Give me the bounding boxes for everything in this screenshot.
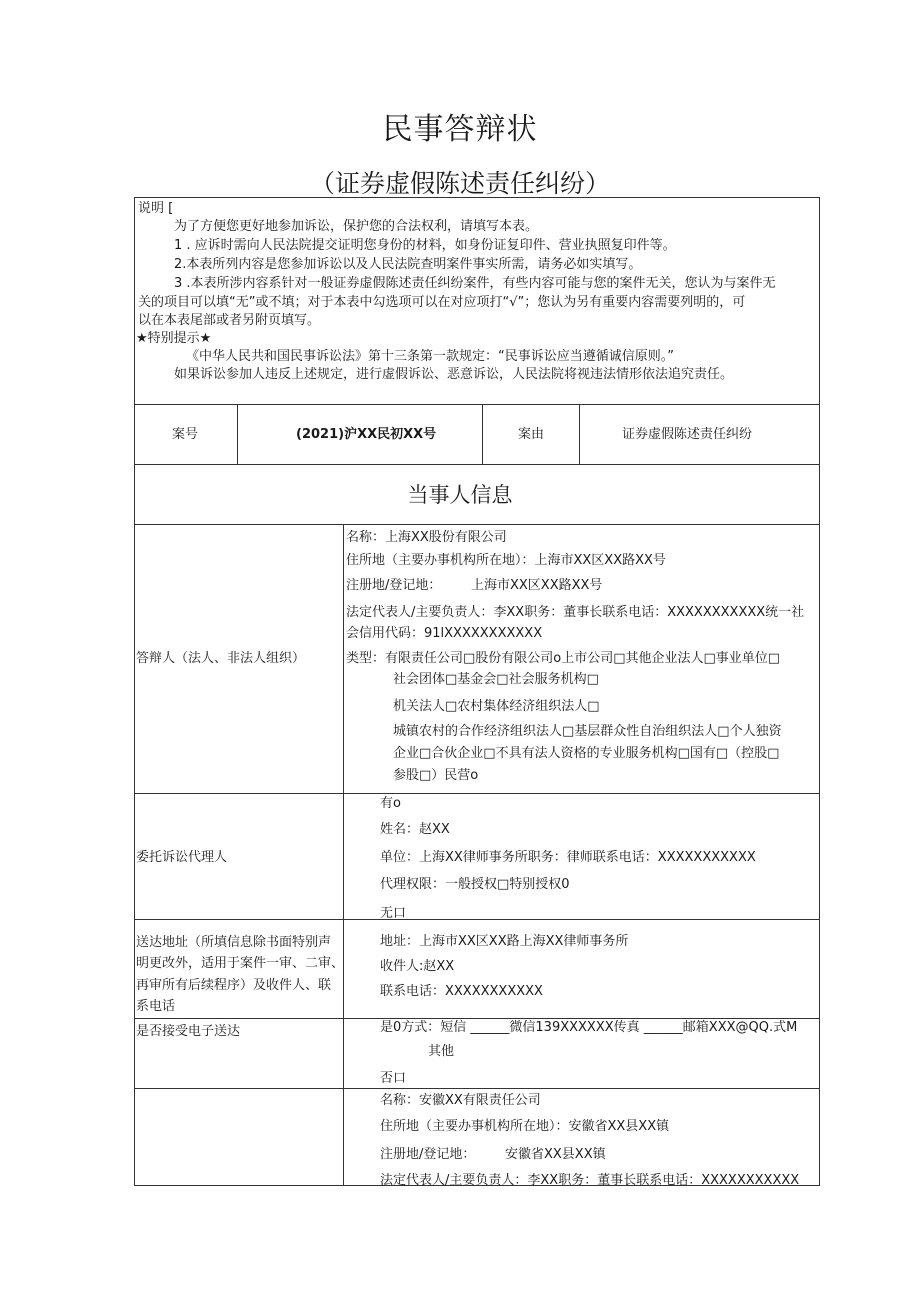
respondent-type: 企业□合伙企业□不具有法人资格的专业服务机构□国有□（控股□ — [393, 746, 780, 761]
special-notice-text: 《中华人民共和国民事诉讼法》第十三条第一款规定：“民事诉讼应当遵循诚信原则。” — [186, 349, 674, 364]
agent-has-option[interactable]: 有o — [380, 796, 401, 811]
case-cause-value: 证券虚假陈述责任纠纷 — [622, 427, 753, 442]
agent-label: 委托诉讼代理人 — [136, 850, 228, 865]
column-divider — [482, 404, 483, 464]
row-divider — [134, 793, 820, 794]
notes-paragraph: 1 . 应诉时需向人民法院提交证明您身份的材料，如身份证复印件、营业执照复印件等。 — [174, 238, 676, 253]
respondent-type: 类型：有限责任公司□股份有限公司o上市公司□其他企业法人□事业单位□ — [346, 651, 781, 666]
agent-none-option[interactable]: 无口 — [380, 906, 407, 921]
agent-authority: 代理权限：一般授权□特别授权0 — [380, 877, 570, 892]
second-party-registration-value: 安徽省XX县XX镇 — [505, 1147, 606, 1162]
notes-paragraph: 3 .本表所涉内容系针对一般证券虚假陈述责任纠纷案件，有些内容可能与您的案件无关，您认为与案件无 — [174, 276, 776, 291]
case-cause-label: 案由 — [518, 427, 545, 442]
special-notice-text: 如果诉讼参加人违反上述规定，进行虚假诉讼、恶意诉讼，人民法院将视违法情形依法追究责任。 — [174, 367, 734, 382]
special-notice-title: ★特别提示★ — [136, 331, 212, 346]
row-divider — [134, 1018, 820, 1019]
respondent-name: 名称：上海XX股份有限公司 — [346, 530, 507, 545]
service-label: 再审所有后续程序）及收件人、联 — [136, 978, 332, 993]
notes-paragraph: 2.本表所列内容是您参加诉讼以及人民法院查明案件事实所需，请务必如实填写。 — [174, 257, 642, 272]
respondent-legal-representative: 法定代表人/主要负责人：李XX职务：董事长联系电话：XXXXXXXXXXX统一社 — [346, 605, 805, 620]
respondent-registration-label: 注册地/登记地： — [346, 578, 442, 593]
second-party-legal-representative: 法定代表人/主要负责人：李XX职务：董事长联系电话：XXXXXXXXXXX — [380, 1173, 800, 1188]
respondent-label: 答辩人（法人、非法人组织） — [136, 651, 306, 666]
row-divider — [134, 464, 820, 465]
row-divider — [134, 919, 820, 920]
document-title: 民事答辩状 — [382, 112, 538, 147]
notes-paragraph: 关的项目可以填“无”或不填；对于本表中勾选项可以在对应项打“√”；您认为另有重要内容需要列明的，可 — [138, 295, 746, 310]
service-label: 系电话 — [136, 999, 176, 1014]
row-divider — [134, 524, 820, 525]
service-label: 送达地址（所填信息除书面特别声 — [136, 935, 332, 950]
service-recipient: 收件人:赵XX — [380, 959, 455, 974]
respondent-type: 城镇农村的合作经济组织法人□基层群众性自治组织法人□个人独资 — [393, 724, 782, 739]
electronic-service-label: 是否接受电子送达 — [136, 1024, 241, 1039]
second-party-address: 住所地（主要办事机构所在地）：安徽省XX县XX镇 — [380, 1119, 670, 1134]
service-label: 明更改外，适用于案件一审、二审、 — [136, 956, 345, 971]
column-divider — [343, 524, 344, 1186]
notes-paragraph: 为了方便您更好地参加诉讼，保护您的合法权利，请填写本表。 — [174, 219, 539, 234]
service-phone: 联系电话：XXXXXXXXXXX — [380, 984, 543, 999]
case-number-value: (2021)沪XX民初XX号 — [296, 427, 437, 442]
document-subtitle: （证券虚假陈述责任纠纷） — [309, 169, 610, 198]
respondent-type: 社会团体□基金会□社会服务机构□ — [393, 672, 599, 687]
case-number-label: 案号 — [172, 427, 199, 442]
respondent-registration-value: 上海市XX区XX路XX号 — [471, 578, 603, 593]
column-divider — [237, 404, 238, 464]
agent-name: 姓名：赵XX — [380, 822, 450, 837]
notes-header: 说明 [ — [138, 201, 174, 216]
section-title: 当事人信息 — [407, 483, 513, 507]
electronic-service-other: 其他 — [428, 1044, 455, 1059]
respondent-credit-code: 会信用代码：91lXXXXXXXXXXX — [346, 626, 543, 641]
second-party-name: 名称：安徽XX有限责任公司 — [380, 1093, 541, 1108]
respondent-address: 住所地（主要办事机构所在地）：上海市XX区XX路XX号 — [346, 553, 666, 568]
column-divider — [579, 404, 580, 464]
second-party-registration-label: 注册地/登记地： — [380, 1147, 476, 1162]
service-address: 地址：上海市XX区XX路上海XX律师事务所 — [380, 934, 629, 949]
agent-unit: 单位：上海XX律师事务所职务：律师联系电话：XXXXXXXXXXX — [380, 850, 756, 865]
row-divider — [134, 1088, 820, 1089]
respondent-type: 机关法人□农村集体经济组织法人□ — [393, 699, 600, 714]
respondent-type: 参股□）民营o — [393, 768, 479, 783]
electronic-service-yes[interactable]: 是0方式：短信 ______微信139XXXXXX传真 ______邮箱XXX@QQ.式M — [380, 1020, 798, 1035]
notes-paragraph: 以在本表尾部或者另附页填写。 — [138, 313, 321, 328]
electronic-service-no[interactable]: 否口 — [380, 1071, 407, 1086]
